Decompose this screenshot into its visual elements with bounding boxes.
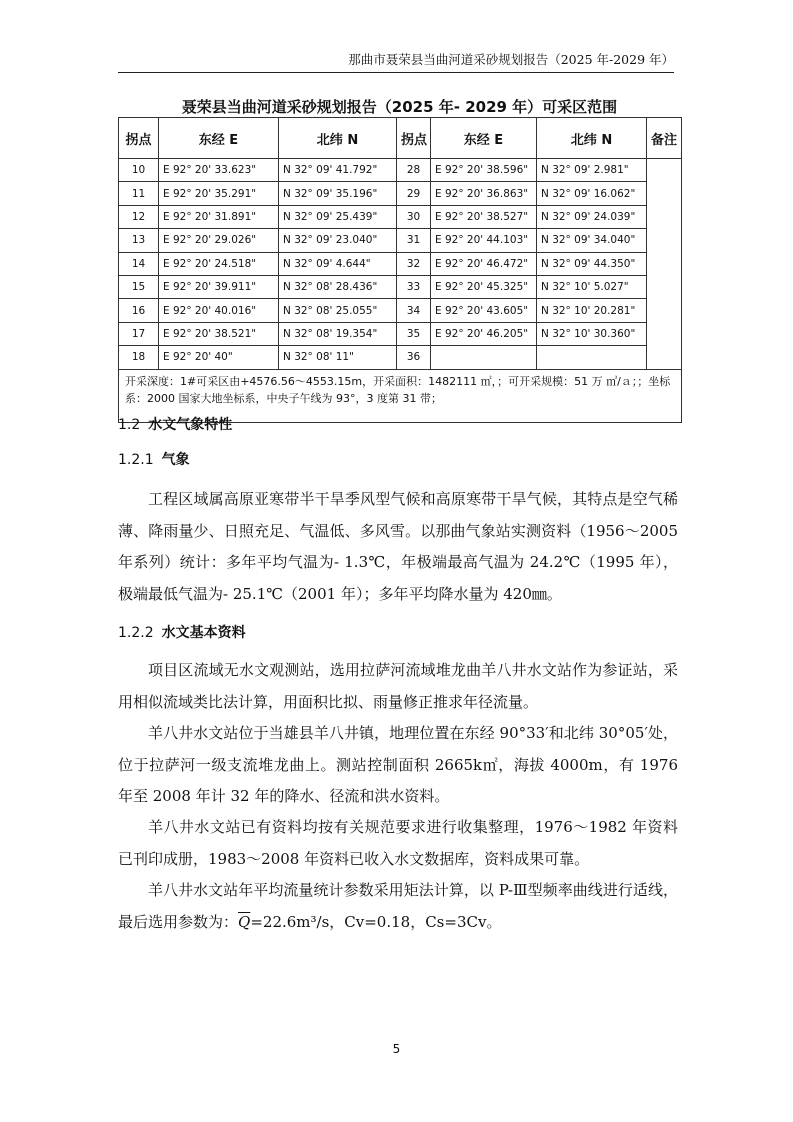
table-row xyxy=(119,182,682,205)
column-header: 拐点 xyxy=(397,118,431,159)
table-cell: 12 xyxy=(119,205,159,228)
section-title: 水文气象特性 xyxy=(148,417,233,433)
table-cell: E 92° 20' 46.205" xyxy=(431,322,537,345)
table-cell: 18 xyxy=(119,346,159,369)
table-cell: E 92° 20' 33.623" xyxy=(159,159,279,182)
table-cell: N 32° 08' 11" xyxy=(279,346,397,369)
table-header-row xyxy=(119,118,682,159)
section-heading-1-2-1 xyxy=(118,449,190,469)
remarks-cell xyxy=(647,159,682,370)
table-cell xyxy=(537,346,647,369)
paragraph-parameters xyxy=(118,875,678,938)
table-row xyxy=(119,159,682,182)
table-cell: N 32° 09' 4.644" xyxy=(279,252,397,275)
table-cell: N 32° 09' 16.062" xyxy=(537,182,647,205)
table-cell: N 32° 09' 25.439" xyxy=(279,205,397,228)
parameters-values: =22.6m³/s，Cv=0.18，Cs=3Cv。 xyxy=(250,912,502,931)
table-row xyxy=(119,299,682,322)
table-cell: E 92° 20' 31.891" xyxy=(159,205,279,228)
table-cell: 31 xyxy=(397,229,431,252)
table-cell: N 32° 09' 24.039" xyxy=(537,205,647,228)
column-header: 北纬 N xyxy=(279,118,397,159)
table-cell: N 32° 09' 2.981" xyxy=(537,159,647,182)
table-cell: E 92° 20' 38.521" xyxy=(159,322,279,345)
column-header: 备注 xyxy=(647,118,682,159)
table-cell: 36 xyxy=(397,346,431,369)
table-row xyxy=(119,346,682,369)
table-cell: 35 xyxy=(397,322,431,345)
table-cell: N 32° 08' 25.055" xyxy=(279,299,397,322)
table-cell: E 92° 20' 40" xyxy=(159,346,279,369)
table-cell: 30 xyxy=(397,205,431,228)
table-cell: 29 xyxy=(397,182,431,205)
table-cell: 13 xyxy=(119,229,159,252)
paragraph-data-quality: 羊八井水文站已有资料均按有关规范要求进行收集整理，1976～1982 年资料已刊印成册，1983～2008 年资料已收入水文数据库，资料成果可靠。 xyxy=(118,818,678,868)
table-cell xyxy=(431,346,537,369)
section-title: 气象 xyxy=(161,452,190,468)
table-cell: 14 xyxy=(119,252,159,275)
table-cell: 34 xyxy=(397,299,431,322)
table-cell: N 32° 09' 41.792" xyxy=(279,159,397,182)
table-cell: N 32° 09' 44.350" xyxy=(537,252,647,275)
table-cell: E 92° 20' 29.026" xyxy=(159,229,279,252)
table-cell: E 92° 20' 36.863" xyxy=(431,182,537,205)
table-cell: N 32° 08' 19.354" xyxy=(279,322,397,345)
table-cell: E 92° 20' 40.016" xyxy=(159,299,279,322)
section-number: 1.2.1 xyxy=(118,452,154,468)
table-row xyxy=(119,229,682,252)
table-cell: E 92° 20' 38.527" xyxy=(431,205,537,228)
table-note: 开采深度：1#可采区由+4576.56～4553.15m，开采面积：1482111 ㎡，；可开采规模：51 万 ㎥/ａ；；坐标系：2000 国家大地坐标系，中央子午线为 93°，3 度第 31 带； xyxy=(119,369,682,422)
paragraph-hydrology-station: 项目区流域无水文观测站，选用拉萨河流域堆龙曲羊八井水文站作为参证站，采用相似流域类比法计算，用面积比拟、雨量修正推求年径流量。 xyxy=(118,661,678,711)
section-title: 水文基本资料 xyxy=(161,625,246,641)
table-title: 聂荣县当曲河道采砂规划报告（2025 年- 2029 年）可采区范围 xyxy=(181,98,618,116)
running-header: 那曲市聂荣县当曲河道采砂规划报告（2025 年-2029 年） xyxy=(118,48,674,73)
table-row xyxy=(119,252,682,275)
table-cell: N 32° 09' 35.196" xyxy=(279,182,397,205)
table-cell: N 32° 10' 20.281" xyxy=(537,299,647,322)
table-cell: 28 xyxy=(397,159,431,182)
table-cell: N 32° 10' 5.027" xyxy=(537,275,647,298)
section-heading-1-2 xyxy=(118,414,232,434)
mean-flow-symbol: $\overline{Q}$ xyxy=(238,912,251,931)
column-header: 北纬 N xyxy=(537,118,647,159)
table-cell: N 32° 09' 34.040" xyxy=(537,229,647,252)
table-cell: E 92° 20' 43.605" xyxy=(431,299,537,322)
table-cell: E 92° 20' 44.103" xyxy=(431,229,537,252)
coordinates-table xyxy=(118,117,682,423)
page-number: 5 xyxy=(392,1042,401,1056)
section-heading-1-2-2 xyxy=(118,622,246,642)
table-cell: 16 xyxy=(119,299,159,322)
table-cell: 17 xyxy=(119,322,159,345)
table-cell: E 92° 20' 45.325" xyxy=(431,275,537,298)
table-cell: 32 xyxy=(397,252,431,275)
table-cell: N 32° 09' 23.040" xyxy=(279,229,397,252)
table-cell: N 32° 10' 30.360" xyxy=(537,322,647,345)
table-row xyxy=(119,322,682,345)
table-cell: 11 xyxy=(119,182,159,205)
table-cell: E 92° 20' 39.911" xyxy=(159,275,279,298)
table-cell: 15 xyxy=(119,275,159,298)
table-row xyxy=(119,205,682,228)
section-number: 1.2.2 xyxy=(118,625,154,641)
column-header: 拐点 xyxy=(119,118,159,159)
column-header: 东经 E xyxy=(159,118,279,159)
parameters-text: 羊八井水文站年平均流量统计参数采用矩法计算，以 P-Ⅲ型频率曲线进行适线，最后选用参数为： xyxy=(118,881,678,931)
table-cell: N 32° 08' 28.436" xyxy=(279,275,397,298)
table-cell: E 92° 20' 35.291" xyxy=(159,182,279,205)
column-header: 东经 E xyxy=(431,118,537,159)
section-number: 1.2 xyxy=(118,417,141,433)
paragraph-station-location: 羊八井水文站位于当雄县羊八井镇，地理位置在东经 90°33′和北纬 30°05′处，位于拉萨河一级支流堆龙曲上。测站控制面积 2665k㎡，海拔 4000m，有 1976 年至 2008 年计 32 年的降水、径流和洪水资料。 xyxy=(118,724,678,805)
table-cell: E 92° 20' 38.596" xyxy=(431,159,537,182)
table-cell: E 92° 20' 46.472" xyxy=(431,252,537,275)
table-cell: E 92° 20' 24.518" xyxy=(159,252,279,275)
paragraph-climate: 工程区域属高原亚寒带半干旱季风型气候和高原寒带干旱气候，其特点是空气稀薄、降雨量少、日照充足、气温低、多风雪。以那曲气象站实测资料（1956～2005 年系列）统计：多年平均气温为- 1.3℃，年极端最高气温为 24.2℃（1995 年），极端最低气温为- 25.1℃（2001 年）；多年平均降水量为 420㎜。 xyxy=(118,490,678,603)
table-cell: 33 xyxy=(397,275,431,298)
table-row xyxy=(119,275,682,298)
table-cell: 10 xyxy=(119,159,159,182)
